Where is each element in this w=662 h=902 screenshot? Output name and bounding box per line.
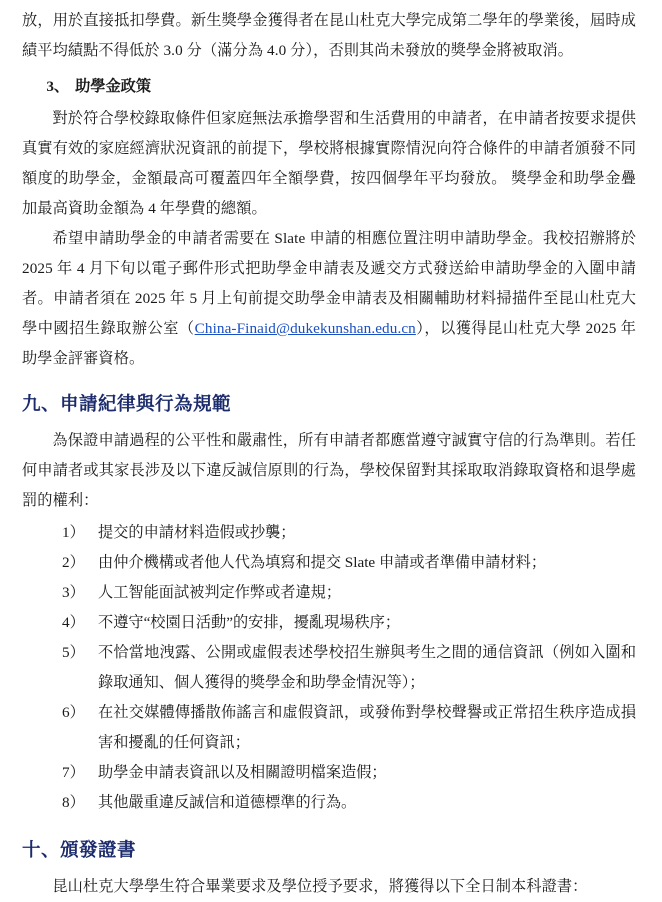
list-item-text: 助學金申請表資訊以及相關證明檔案造假； <box>98 764 387 781</box>
list-item-marker: 3） <box>62 584 85 601</box>
subheading-3-text: 助學金政策 <box>75 78 152 95</box>
aid-policy-text-after-link: ），以獲得昆山杜克大學 2025 年助學金評審資格。 <box>22 320 636 367</box>
finaid-email-link[interactable]: China-Finaid@dukekunshan.edu.cn <box>194 320 416 337</box>
list-item-marker: 5） <box>62 644 85 661</box>
section-9-number: 九、 <box>22 395 61 415</box>
list-item-marker: 7） <box>62 764 85 781</box>
list-item-marker: 2） <box>62 554 85 571</box>
section-heading-10 <box>22 834 636 868</box>
aid-policy-paragraph-1: 對於符合學校錄取條件但家庭無法承擔學習和生活費用的申請者，在申請者按要求提供真實有效的家庭經濟狀況資訊的前提下，學校將根據實際情況向符合條件的申請者頒發不同額度的助學金，金額最高可覆蓋四年全額學費，按四個學年平均發放。 獎學金和助學金疊加最高資助金額為 4 年學費的總額。 <box>22 110 636 217</box>
top-paragraph: 放，用於直接抵扣學費。新生獎學金獲得者在昆山杜克大學完成第二學年的學業後，屆時成績平均績點不得低於 3.0 分（滿分為 4.0 分），否則其尚未發放的獎學金將被取消。 <box>22 12 636 59</box>
aid-policy-paragraph-2 <box>22 224 636 374</box>
list-item <box>22 608 636 638</box>
list-item-marker: 4） <box>62 614 85 631</box>
list-item <box>22 788 636 818</box>
list-item-text: 不遵守“校園日活動”的安排，擾亂現場秩序； <box>98 614 401 631</box>
subheading-3 <box>22 72 636 102</box>
list-item <box>22 518 636 548</box>
list-item-text: 其他嚴重違反誠信和道德標準的行為。 <box>98 794 357 811</box>
section-10-number: 十、 <box>22 841 61 861</box>
list-item <box>22 578 636 608</box>
list-item-text: 在社交媒體傳播散佈謠言和虛假資訊，或發佈對學校聲譽或正常招生秩序造成損害和擾亂的任何資訊； <box>98 704 636 751</box>
list-item-marker: 1） <box>62 524 85 541</box>
list-item-marker: 8） <box>62 794 85 811</box>
aid-policy-text-before-link: 希望申請助學金的申請者需要在 Slate 申請的相應位置注明申請助學金。我校招辦將於 2025 年 4 月下旬以電子郵件形式把助學金申請表及遞交方式發送給申請助學金的入圍申請者。申請者須在 2025 年 5 月上旬前提交助學金申請表及相關輔助材料掃描件至昆山杜克大學中國招生錄取辦公室（ <box>22 230 636 337</box>
section-heading-9 <box>22 388 636 422</box>
subheading-3-number: 3、 <box>46 78 70 95</box>
list-item-text: 由仲介機構或者他人代為填寫和提交 Slate 申請或者準備申請材料； <box>98 554 547 571</box>
list-item-text: 提交的申請材料造假或抄襲； <box>98 524 296 541</box>
discipline-intro-paragraph: 為保證申請過程的公平性和嚴肅性，所有申請者都應當遵守誠實守信的行為準則。若任何申請者或其家長涉及以下違反誠信原則的行為，學校保留對其採取取消錄取資格和退學處罰的權利： <box>22 432 636 509</box>
discipline-rules-list <box>22 518 636 818</box>
list-item <box>22 758 636 788</box>
list-item <box>22 638 636 698</box>
certificate-paragraph: 昆山杜克大學學生符合畢業要求及學位授予要求，將獲得以下全日制本科證書： <box>52 878 588 895</box>
section-9-title: 申請紀律與行為規範 <box>60 395 232 415</box>
section-10-title: 頒發證書 <box>60 841 137 861</box>
list-item-marker: 6） <box>62 704 85 721</box>
list-item-text: 不恰當地洩露、公開或虛假表述學校招生辦與考生之間的通信資訊（例如入圍和錄取通知、個人獲得的獎學金和助學金情況等）； <box>98 644 636 691</box>
list-item <box>22 548 636 578</box>
list-item-text: 人工智能面試被判定作弊或者違規； <box>98 584 341 601</box>
list-item <box>22 698 636 758</box>
